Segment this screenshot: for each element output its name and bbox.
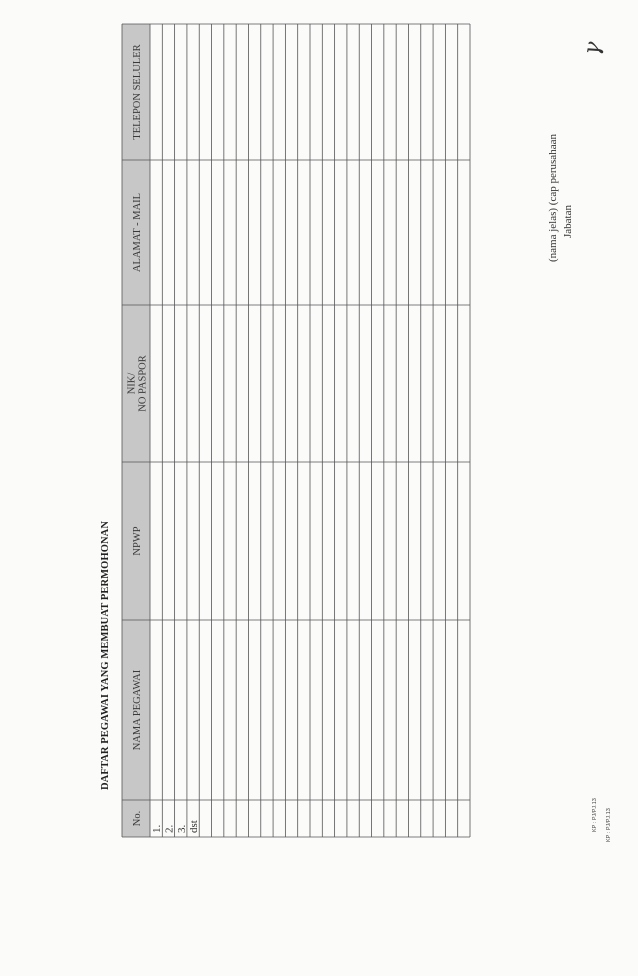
row-number: 1.: [151, 824, 164, 833]
form-code-1: KP : PJ/PJ.13: [592, 798, 598, 832]
column-header: NAMA PEGAWAI: [132, 669, 143, 751]
document-title: DAFTAR PEGAWAI YANG MEMBUAT PERMOHONAN: [100, 520, 111, 790]
row-number: 3.: [175, 824, 188, 833]
signature-name-line: (nama jelas) (cap perusahaan: [547, 134, 559, 262]
column-header: NO PASPOR: [137, 355, 149, 412]
form-code-2: KP : PJ/PJ.13: [606, 808, 612, 842]
signature-position-line: Jabatan: [562, 205, 574, 238]
column-header: NPWP: [132, 526, 143, 556]
row-number: dst: [188, 820, 201, 833]
column-header: ALAMAT - MAIL: [132, 192, 143, 273]
row-number: 2.: [163, 824, 176, 833]
signature-mark: γ: [579, 39, 607, 58]
column-header: TELEPON SELULER: [132, 44, 143, 140]
column-header: NIK/: [126, 372, 138, 395]
column-header: No.: [132, 810, 143, 827]
